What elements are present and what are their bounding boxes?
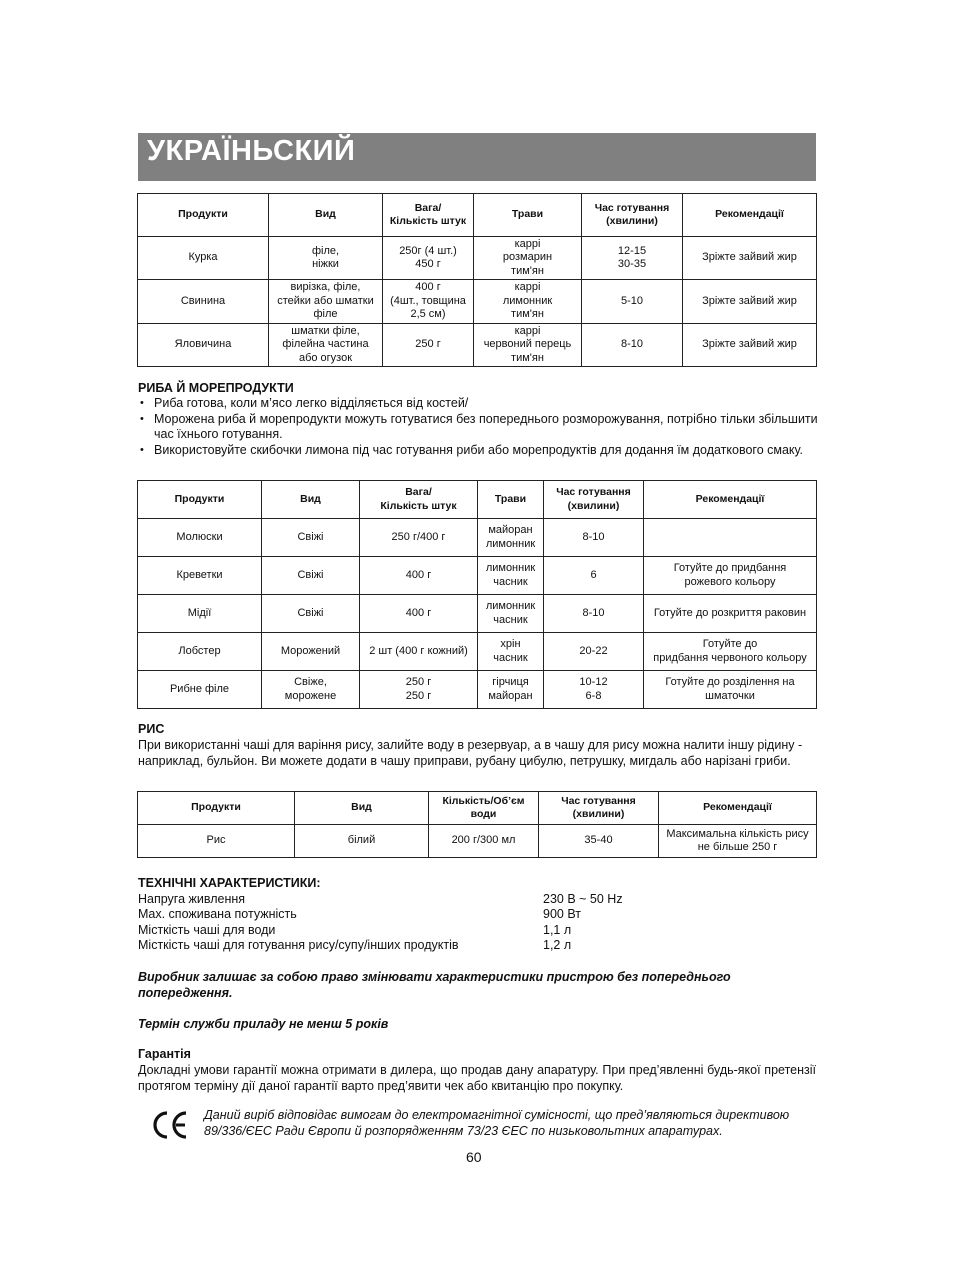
table-cell: 2 шт (400 г кожний) xyxy=(360,633,478,671)
table-cell: 5-10 xyxy=(582,280,683,324)
list-item: • Використовуйте скибочки лимона під час готування риби або морепродуктів для додання їм додаткового смаку. xyxy=(138,443,818,459)
table-cell: 250 г xyxy=(383,324,474,367)
spec-value: 230 В ~ 50 Hz xyxy=(543,892,623,906)
spec-value: 1,1 л xyxy=(543,922,572,937)
table-row xyxy=(138,557,817,595)
column-header: Рекомендації xyxy=(659,792,817,825)
table-cell: 12-15 30-35 xyxy=(582,237,683,280)
table-cell: Готуйте до розділення на шматочки xyxy=(644,671,817,709)
column-header: Вага/ Кількість штук xyxy=(360,481,478,519)
list-item: • Морожена риба й морепродукти можуть готуватися без попереднього розморожування, потрібно тільки збільшити час їхнього готування. xyxy=(138,412,818,443)
language-title: УКРАЇНЬСКИЙ xyxy=(147,135,356,167)
spec-value: 1,2 л xyxy=(543,937,572,952)
table-cell: гірчиця майоран xyxy=(478,671,544,709)
spec-row xyxy=(138,907,738,922)
column-header: Вид xyxy=(262,481,360,519)
table-cell: Свіже, морожене xyxy=(262,671,360,709)
table-cell: Свіжі xyxy=(262,519,360,557)
column-header: Трави xyxy=(474,194,582,237)
spec-row xyxy=(138,892,738,907)
table-cell: каррі лимонник тим'ян xyxy=(474,280,582,324)
spec-label: Місткість чаші для води xyxy=(138,922,276,937)
table-cell: Рис xyxy=(138,825,295,858)
lifetime-notice: Термін служби приладу не менш 5 років xyxy=(138,1017,389,1031)
table-cell: Курка xyxy=(138,237,269,280)
table-cell: 6 xyxy=(544,557,644,595)
table-header-row xyxy=(138,792,817,825)
spec-value: 900 Вт xyxy=(543,907,581,922)
table-cell: Свинина xyxy=(138,280,269,324)
column-header: Вага/ Кількість штук xyxy=(383,194,474,237)
table-row xyxy=(138,825,817,858)
section-header-bar xyxy=(138,133,816,181)
table-cell: Свіжі xyxy=(262,557,360,595)
fish-section-title: РИБА Й МОРЕПРОДУКТИ xyxy=(138,381,294,395)
column-header: Продукти xyxy=(138,481,262,519)
table-cell: Морожений xyxy=(262,633,360,671)
table-row xyxy=(138,324,817,367)
warranty-title: Гарантія xyxy=(138,1047,191,1061)
table-cell: 8-10 xyxy=(544,595,644,633)
column-header: Трави xyxy=(478,481,544,519)
spec-row xyxy=(138,938,738,953)
table-cell: 200 г/300 мл xyxy=(429,825,539,858)
spec-label: Місткість чаші для готування рису/супу/інших продуктів xyxy=(138,937,459,952)
column-header: Час готування (хвилини) xyxy=(544,481,644,519)
table-cell: Мідії xyxy=(138,595,262,633)
spec-label: Max. споживана потужність xyxy=(138,907,297,922)
table-cell: Зріжте зайвий жир xyxy=(683,280,817,324)
table-cell: Готуйте до розкриття раковин xyxy=(644,595,817,633)
table-cell: 10-12 6-8 xyxy=(544,671,644,709)
table-cell: каррі червоний перець тим'ян xyxy=(474,324,582,367)
rice-section-title: РИС xyxy=(138,722,165,736)
column-header: Час готування (хвилини) xyxy=(582,194,683,237)
table-cell: 35-40 xyxy=(539,825,659,858)
table-cell: вирізка, філе, стейки або шматки філе xyxy=(269,280,383,324)
table-cell: Рибне філе xyxy=(138,671,262,709)
table-cell: Зріжте зайвий жир xyxy=(683,237,817,280)
meat-table xyxy=(137,193,817,367)
column-header: Вид xyxy=(269,194,383,237)
spec-row xyxy=(138,923,738,938)
table-cell xyxy=(644,519,817,557)
list-item: • Риба готова, коли м’ясо легко відділяється від костей/ xyxy=(138,396,818,412)
table-cell: Молюски xyxy=(138,519,262,557)
table-cell: Лобстер xyxy=(138,633,262,671)
table-cell: 250 г 250 г xyxy=(360,671,478,709)
table-cell: 8-10 xyxy=(544,519,644,557)
table-header-row xyxy=(138,481,817,519)
ce-mark-icon xyxy=(150,1108,190,1142)
table-cell: 250г (4 шт.) 450 г xyxy=(383,237,474,280)
column-header: Продукти xyxy=(138,194,269,237)
table-cell: шматки філе, філейна частина або огузок xyxy=(269,324,383,367)
column-header: Час готування (хвилини) xyxy=(539,792,659,825)
table-cell: Креветки xyxy=(138,557,262,595)
table-cell: білий xyxy=(295,825,429,858)
column-header: Рекомендації xyxy=(644,481,817,519)
column-header: Рекомендації xyxy=(683,194,817,237)
page-number: 60 xyxy=(466,1149,482,1165)
table-cell: 400 г xyxy=(360,595,478,633)
table-cell: Свіжі xyxy=(262,595,360,633)
table-cell: 20-22 xyxy=(544,633,644,671)
table-cell: філе, ніжки xyxy=(269,237,383,280)
table-cell: лимонник часник xyxy=(478,595,544,633)
manufacturer-notice: Виробник залишає за собою право змінювати характеристики пристрою без попереднього попередження. xyxy=(138,970,731,1000)
table-row xyxy=(138,519,817,557)
fish-tips-list xyxy=(138,396,818,458)
table-row xyxy=(138,633,817,671)
table-cell: Яловичина xyxy=(138,324,269,367)
spec-label: Напруга живлення xyxy=(138,892,246,906)
ce-compliance-text: Даний виріб відповідає вимогам до електромагнітної сумісності, що пред’являються директивою 89/336/ЄЕС Ради Європи й розпорядженням 73/23 ЄЕС по низьковольтних апаратурах. xyxy=(204,1108,790,1138)
specs-title: ТЕХНІЧНІ ХАРАКТЕРИСТИКИ: xyxy=(138,876,321,890)
fish-table xyxy=(137,480,817,709)
table-cell: майоран лимонник xyxy=(478,519,544,557)
specs-list xyxy=(138,892,738,953)
column-header: Продукти xyxy=(138,792,295,825)
table-cell: 8-10 xyxy=(582,324,683,367)
table-cell: Готуйте до придбання червоного кольору xyxy=(644,633,817,671)
rice-description: При використанні чаші для варіння рису, залийте воду в резервуар, а в чашу для рису можна налити іншу рідину - наприклад, бульйон. Ви можете додати в чашу приправи, рубану цибулю, петрушку, мигдаль або нарізані гриби. xyxy=(138,738,803,768)
table-cell: Зріжте зайвий жир xyxy=(683,324,817,367)
warranty-text: Докладні умови гарантії можна отримати в дилера, що продав дану апаратуру. При пред’явленні будь-якої претензії протягом терміну дії даної гарантії варто пред’явити чек або квитанцію про покупку. xyxy=(138,1063,816,1093)
table-row xyxy=(138,237,817,280)
rice-table xyxy=(137,791,817,858)
table-row xyxy=(138,671,817,709)
table-cell: Готуйте до придбання рожевого кольору xyxy=(644,557,817,595)
table-cell: лимонник часник xyxy=(478,557,544,595)
table-row xyxy=(138,595,817,633)
table-cell: Максимальна кількість рису не більше 250 г xyxy=(659,825,817,858)
column-header: Кількість/Об’єм води xyxy=(429,792,539,825)
table-cell: каррі розмарин тим'ян xyxy=(474,237,582,280)
table-cell: хрін часник xyxy=(478,633,544,671)
table-row xyxy=(138,280,817,324)
column-header: Вид xyxy=(295,792,429,825)
table-cell: 250 г/400 г xyxy=(360,519,478,557)
table-header-row xyxy=(138,194,817,237)
table-cell: 400 г (4шт., товщина 2,5 см) xyxy=(383,280,474,324)
table-cell: 400 г xyxy=(360,557,478,595)
